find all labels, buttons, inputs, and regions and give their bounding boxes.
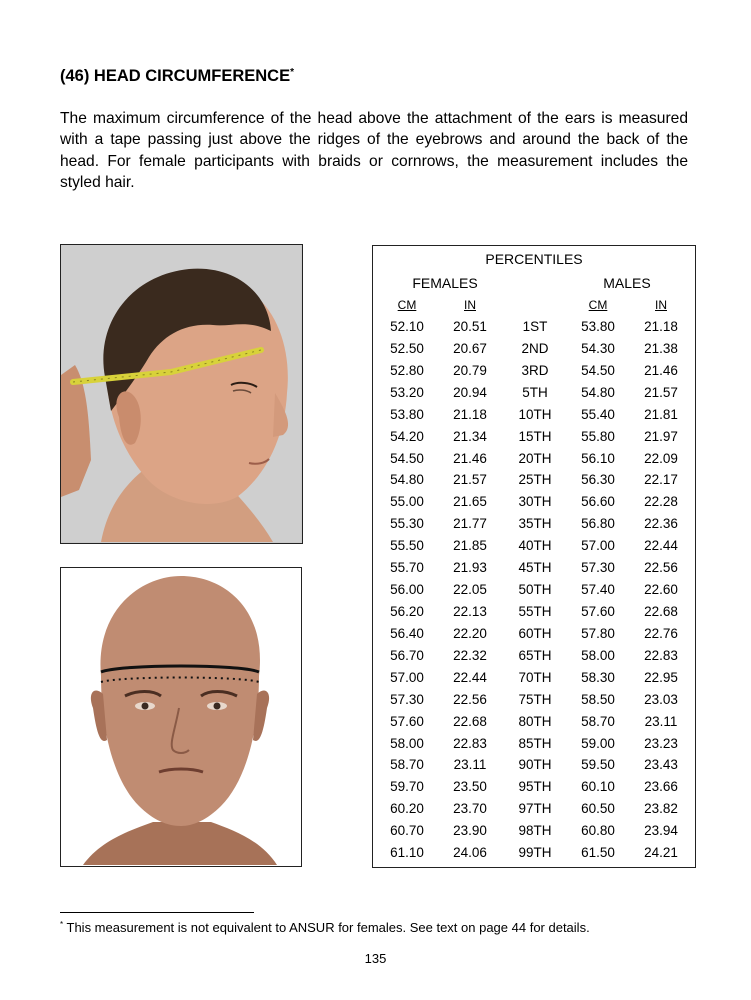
female-cm-cell: 58.70	[390, 757, 424, 773]
female-in-header: IN	[464, 298, 476, 312]
male-cm-header: CM	[588, 298, 608, 312]
male-in-cell: 23.11	[644, 713, 678, 729]
male-in-cell: 22.36	[644, 516, 678, 532]
female-in-cell: 22.13	[453, 603, 487, 619]
male-in-header: IN	[655, 298, 667, 312]
percentile-cell: 20TH	[518, 450, 552, 466]
female-in-cell: 21.18	[453, 406, 487, 422]
percentile-cell: 10TH	[518, 406, 552, 422]
male-cm-cell: 57.40	[581, 582, 615, 598]
footnote	[60, 920, 590, 935]
table-row	[373, 668, 695, 690]
males-header: MALES	[603, 275, 651, 291]
male-cm-cell: 60.50	[581, 801, 615, 817]
male-cm-cell: 57.00	[581, 538, 615, 554]
female-cm-cell: 60.70	[390, 823, 424, 839]
table-row	[373, 646, 695, 668]
female-cm-cell: 55.00	[390, 494, 424, 510]
table-row	[373, 361, 695, 383]
female-in-cell: 20.67	[453, 340, 487, 356]
male-cm-cell: 58.50	[581, 691, 615, 707]
female-in-cell: 22.56	[453, 691, 487, 707]
female-cm-cell: 57.30	[390, 691, 424, 707]
male-cm-cell: 54.30	[581, 340, 615, 356]
male-cm-cell: 58.30	[581, 669, 615, 685]
male-in-cell: 22.56	[644, 560, 678, 576]
percentile-cell: 70TH	[518, 669, 552, 685]
male-cm-cell: 59.50	[581, 757, 615, 773]
female-cm-cell: 52.80	[390, 362, 424, 378]
table-row	[373, 843, 695, 865]
female-in-cell: 23.90	[453, 823, 487, 839]
table-row	[373, 383, 695, 405]
profile-photo-with-tape	[60, 244, 303, 544]
percentile-cell: 60TH	[518, 625, 552, 641]
female-cm-cell: 60.20	[390, 801, 424, 817]
measurement-description: The maximum circumference of the head above the attachment of the ears is measured with a tape passing just above the ridges of the eyebrows and around the back of the head. For female participants with braids or cornrows, the measurement includes the styled hair.	[60, 110, 688, 191]
male-cm-cell: 58.00	[581, 647, 615, 663]
footnote-divider	[60, 912, 254, 913]
females-header: FEMALES	[412, 275, 478, 291]
female-cm-cell: 53.80	[390, 406, 424, 422]
footnote-text: This measurement is not equivalent to ANSUR for females. See text on page 44 for details.	[66, 920, 590, 935]
male-cm-cell: 53.80	[581, 319, 615, 334]
male-cm-cell: 59.00	[581, 735, 615, 751]
male-in-cell: 23.03	[644, 691, 678, 707]
male-cm-cell: 60.80	[581, 823, 615, 839]
heading-text: (46) HEAD CIRCUMFERENCE	[60, 67, 291, 85]
percentile-cell: 99TH	[518, 845, 552, 861]
male-cm-cell: 57.30	[581, 560, 615, 576]
male-cm-cell: 58.70	[581, 713, 615, 729]
female-in-cell: 20.79	[453, 362, 487, 378]
female-cm-cell: 55.50	[390, 538, 424, 554]
male-in-cell: 22.68	[644, 603, 678, 619]
table-row	[373, 712, 695, 734]
female-in-cell: 20.94	[453, 384, 487, 400]
table-row	[373, 558, 695, 580]
male-cm-cell: 57.80	[581, 625, 615, 641]
female-cm-cell: 56.40	[390, 625, 424, 641]
male-in-cell: 23.23	[644, 735, 678, 751]
male-in-cell: 23.94	[644, 823, 678, 839]
table-row	[373, 799, 695, 821]
male-cm-cell: 56.30	[581, 472, 615, 488]
page-number: 135	[364, 951, 387, 966]
percentile-cell: 65TH	[518, 647, 552, 663]
female-cm-cell: 52.10	[390, 319, 424, 334]
female-cm-cell: 57.00	[390, 669, 424, 685]
female-in-cell: 20.51	[453, 319, 487, 334]
table-row	[373, 492, 695, 514]
female-cm-cell: 54.80	[390, 472, 424, 488]
female-in-cell: 22.68	[453, 713, 487, 729]
percentile-cell: 3RD	[521, 362, 549, 378]
table-row	[373, 427, 695, 449]
male-in-cell: 21.81	[644, 406, 678, 422]
male-in-cell: 21.46	[644, 362, 678, 378]
female-in-cell: 22.44	[453, 669, 487, 685]
table-row	[373, 405, 695, 427]
percentile-cell: 55TH	[518, 603, 552, 619]
female-cm-cell: 53.20	[390, 384, 424, 400]
percentile-cell: 1ST	[522, 319, 548, 334]
percentile-cell: 97TH	[518, 801, 552, 817]
female-cm-cell: 58.00	[390, 735, 424, 751]
male-in-cell: 23.43	[644, 757, 678, 773]
table-row	[373, 734, 695, 756]
male-cm-cell: 54.50	[581, 362, 615, 378]
male-cm-cell: 55.80	[581, 428, 615, 444]
table-row	[373, 690, 695, 712]
female-in-cell: 21.65	[453, 494, 487, 510]
female-cm-cell: 57.60	[390, 713, 424, 729]
table-row	[373, 317, 695, 339]
male-in-cell: 21.97	[644, 428, 678, 444]
table-row	[373, 755, 695, 777]
percentile-cell: 98TH	[518, 823, 552, 839]
female-in-cell: 21.34	[453, 428, 487, 444]
rendered-head-front-view	[60, 567, 302, 867]
percentile-cell: 2ND	[521, 340, 549, 356]
table-row	[373, 602, 695, 624]
percentile-cell: 95TH	[518, 779, 552, 795]
male-in-cell: 23.66	[644, 779, 678, 795]
male-in-cell: 22.76	[644, 625, 678, 641]
footnote-mark: *	[60, 920, 64, 929]
female-in-cell: 23.50	[453, 779, 487, 795]
male-cm-cell: 56.80	[581, 516, 615, 532]
table-row	[373, 470, 695, 492]
heading-footnote-mark: *	[290, 67, 295, 78]
female-in-cell: 22.32	[453, 647, 487, 663]
percentile-cell: 40TH	[518, 538, 552, 554]
male-in-cell: 22.28	[644, 494, 678, 510]
male-in-cell: 22.83	[644, 647, 678, 663]
male-in-cell: 22.44	[644, 538, 678, 554]
male-in-cell: 24.21	[644, 845, 678, 861]
percentile-cell: 5TH	[522, 384, 548, 400]
female-cm-cell: 55.30	[390, 516, 424, 532]
table-row	[373, 536, 695, 558]
female-cm-cell: 54.20	[390, 428, 424, 444]
female-cm-cell: 52.50	[390, 340, 424, 356]
female-in-cell: 23.70	[453, 801, 487, 817]
table-row	[373, 624, 695, 646]
percentile-cell: 35TH	[518, 516, 552, 532]
percentile-cell: 90TH	[518, 757, 552, 773]
male-in-cell: 21.57	[644, 384, 678, 400]
table-row	[373, 580, 695, 602]
percentile-cell: 75TH	[518, 691, 552, 707]
table-body	[373, 317, 695, 865]
female-in-cell: 21.93	[453, 560, 487, 576]
female-in-cell: 23.11	[453, 757, 487, 773]
female-cm-cell: 61.10	[390, 845, 424, 861]
percentile-cell: 25TH	[518, 472, 552, 488]
table-row	[373, 339, 695, 361]
male-in-cell: 21.38	[644, 340, 678, 356]
table-row	[373, 514, 695, 536]
female-in-cell: 22.83	[453, 735, 487, 751]
female-cm-cell: 55.70	[390, 560, 424, 576]
male-in-cell: 22.17	[644, 472, 678, 488]
male-cm-cell: 60.10	[581, 779, 615, 795]
percentile-cell: 15TH	[518, 428, 552, 444]
male-in-cell: 22.60	[644, 582, 678, 598]
female-in-cell: 21.85	[453, 538, 487, 554]
page-heading	[60, 67, 294, 86]
male-cm-cell: 55.40	[581, 406, 615, 422]
female-cm-cell: 54.50	[390, 450, 424, 466]
percentile-cell: 30TH	[518, 494, 552, 510]
male-cm-cell: 56.10	[581, 450, 615, 466]
male-cm-cell: 61.50	[581, 845, 615, 861]
male-in-cell: 23.82	[644, 801, 678, 817]
female-cm-cell: 59.70	[390, 779, 424, 795]
male-cm-cell: 54.80	[581, 384, 615, 400]
table-row	[373, 449, 695, 471]
male-in-cell: 21.18	[644, 319, 678, 334]
female-in-cell: 21.77	[453, 516, 487, 532]
female-in-cell: 22.20	[453, 625, 487, 641]
male-in-cell: 22.95	[644, 669, 678, 685]
female-cm-cell: 56.20	[390, 603, 424, 619]
female-in-cell: 21.46	[453, 450, 487, 466]
percentile-cell: 85TH	[518, 735, 552, 751]
male-cm-cell: 56.60	[581, 494, 615, 510]
female-cm-cell: 56.00	[390, 582, 424, 598]
percentile-cell: 45TH	[518, 560, 552, 576]
table-row	[373, 777, 695, 799]
female-cm-header: CM	[397, 298, 417, 312]
male-cm-cell: 57.60	[581, 603, 615, 619]
female-in-cell: 24.06	[453, 845, 487, 861]
percentile-cell: 80TH	[518, 713, 552, 729]
percentile-table	[372, 245, 696, 868]
male-in-cell: 22.09	[644, 450, 678, 466]
female-cm-cell: 56.70	[390, 647, 424, 663]
percentile-cell: 50TH	[518, 582, 552, 598]
table-title: PERCENTILES	[485, 251, 583, 267]
female-in-cell: 21.57	[453, 472, 487, 488]
table-row	[373, 821, 695, 843]
female-in-cell: 22.05	[453, 582, 487, 598]
